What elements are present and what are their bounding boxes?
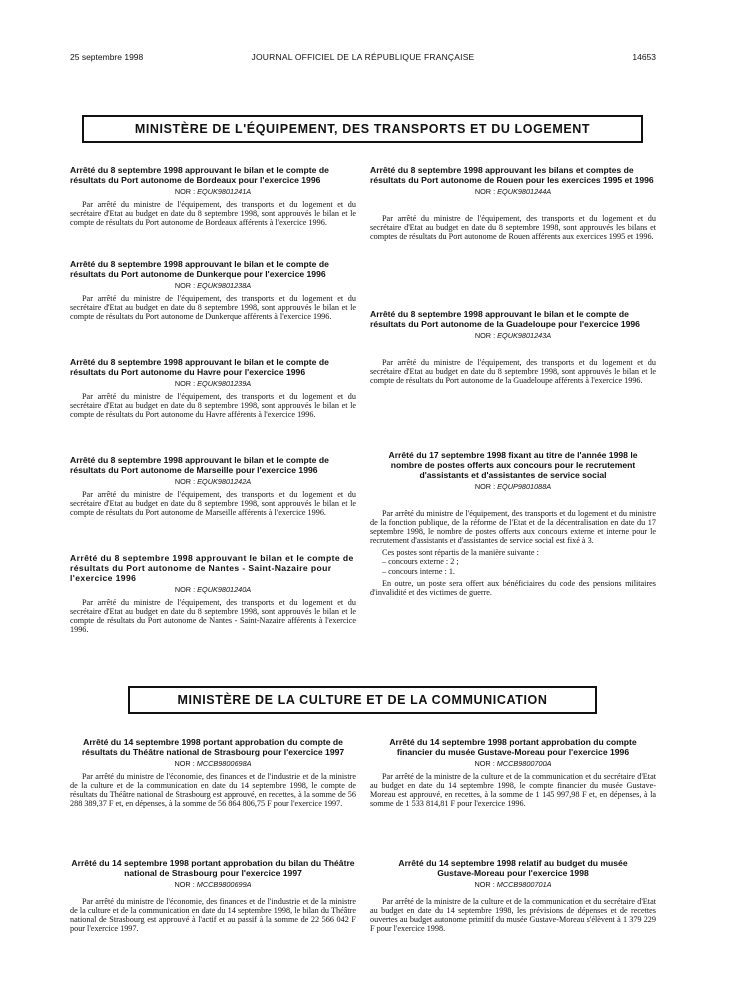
decree-article (370, 165, 656, 309)
decree-title: Arrêté du 8 septembre 1998 approuvant le bilan et le compte de résultats du Port autonome de Dunkerque pour l'exercice 1996 (70, 259, 329, 279)
decree-body: Par arrêté du ministre de l'équipement, des transports et du logement et du secrétaire d'Etat au budget en date du 8 septembre 1998, sont approuvés le bilan et le compte de résultats du Port autonome de Marseille afférents à l'exercice 1996. (70, 490, 356, 518)
decree-title: Arrêté du 8 septembre 1998 approuvant le bilan et le compte de résultats du Port autonome de Bordeaux pour l'exercice 1996 (70, 165, 329, 185)
ministry-heading-culture: MINISTÈRE DE LA CULTURE ET DE LA COMMUNICATION (128, 686, 597, 714)
nor-reference: NOR : EQUK9801243A (474, 331, 552, 340)
nor-reference: NOR : EQUK9801241A (174, 187, 252, 196)
decree-body: Par arrêté du ministre de l'équipement, des transports et du logement et du ministre de la fonction publique, de la réforme de l'Etat et de la décentralisation en date du 17 septembre 1998, le nombre de postes offerts aux concours externe et interne pour le recrutement d'assistants et d'assistantes de service social est fixé à 3. (370, 509, 656, 546)
decree-body: Par arrêté du ministre de l'économie, des finances et de l'industrie et de la ministre de la culture et de la communication en date du 14 septembre 1998, le bilan du Théâtre national de Strasbourg est approuvé à l'actif et au passif à la somme de 22 566 042 F pour l'exercice 1997. (70, 897, 356, 934)
nor-reference: NOR : EQUK9801238A (174, 281, 252, 290)
list-item: – concours interne : 1. (382, 566, 455, 576)
decree-title: Arrêté du 17 septembre 1998 fixant au titre de l'année 1998 le nombre de postes offerts aux concours pour le recrutement d'assistants et d'assistantes de service social (388, 450, 638, 480)
decree-body: Par arrêté du ministre de l'équipement, des transports et du logement et du secrétaire d'Etat au budget en date du 8 septembre 1998, sont approuvés le bilan et le compte de résultats du Port autonome de la Guadeloupe afférents à l'exercice 1996. (370, 358, 656, 386)
decree-article (370, 309, 656, 450)
section1-right-column (370, 165, 656, 597)
decree-title: Arrêté du 14 septembre 1998 portant approbation du compte de résultats du Théâtre national de Strasbourg pour l'exercice 1997 (81, 737, 345, 757)
decree-title: Arrêté du 8 septembre 1998 approuvant le bilan et le compte de résultats du Port autonome de la Guadeloupe pour l'exercice 1996 (370, 309, 640, 329)
header-journal-title: JOURNAL OFFICIEL DE LA RÉPUBLIQUE FRANÇAISE (251, 52, 475, 62)
nor-reference: NOR : EQUP9801088A (474, 482, 552, 491)
decree-title: Arrêté du 8 septembre 1998 approuvant le bilan et le compte de résultats du Port autonome de Marseille pour l'exercice 1996 (70, 455, 329, 475)
decree-body: Par arrêté de la ministre de la culture et de la communication et du secrétaire d'Etat au budget en date du 14 septembre 1998, le compte financier du musée Gustave-Moreau est approuvé, en recettes, à la somme de 1 145 997,98 F et, en dépenses, à la somme de 1 533 814,81 F pour l'exercice 1996. (370, 772, 656, 809)
section2-right-column (370, 737, 656, 933)
decree-article (70, 357, 356, 455)
nor-reference: NOR : MCCB9800698A (174, 759, 252, 768)
section1-left-column (70, 165, 356, 634)
nor-reference: NOR : MCCB9800700A (474, 759, 552, 768)
decree-article (70, 455, 356, 553)
decree-title: Arrêté du 14 septembre 1998 relatif au budget du musée Gustave-Moreau pour l'exercice 1998 (398, 858, 628, 878)
decree-article (370, 737, 656, 858)
nor-reference: NOR : EQUK9801242A (174, 477, 252, 486)
nor-reference: NOR : MCCB9800699A (174, 880, 252, 889)
header-page-number: 14653 (632, 52, 656, 62)
list-item: – concours externe : 2 ; (382, 557, 459, 567)
decree-extra: En outre, un poste sera offert aux bénéficiaires du code des pensions militaires d'invalidité et des victimes de guerre. (370, 578, 656, 597)
decree-title: Arrêté du 8 septembre 1998 approuvant le bilan et le compte de résultats du Port autonome du Havre pour l'exercice 1996 (70, 357, 329, 377)
decree-article (70, 259, 356, 357)
decree-title: Arrêté du 14 septembre 1998 portant approbation du bilan du Théâtre national de Strasbourg pour l'exercice 1997 (71, 858, 355, 878)
nor-reference: NOR : EQUK9801244A (474, 187, 552, 196)
decree-title: Arrêté du 14 septembre 1998 portant approbation du compte financier du musée Gustave-Moreau pour l'exercice 1996 (389, 737, 637, 757)
decree-article (370, 450, 656, 597)
page-header (70, 52, 656, 66)
section2-left-column (70, 737, 356, 933)
decree-title: Arrêté du 8 septembre 1998 approuvant le bilan et le compte de résultats du Port autonome de Nantes - Saint-Nazaire pour l'exercice 1996 (70, 553, 354, 583)
decree-article (70, 858, 356, 933)
decree-article (70, 553, 356, 634)
decree-intro: Ces postes sont répartis de la manière suivante : (382, 548, 539, 558)
decree-body: Par arrêté du ministre de l'équipement, des transports et du logement et du secrétaire d'Etat au budget en date du 8 septembre 1998, sont approuvés le bilan et le compte de résultats du Port autonome de Bordeaux afférents à l'exercice 1996. (70, 200, 356, 228)
decree-body: Par arrêté du ministre de l'équipement, des transports et du logement et du secrétaire d'Etat au budget en date du 8 septembre 1998, sont approuvés les bilans et comptes de résultats du Port autonome de Rouen afférents aux exercices 1995 et 1996. (370, 214, 656, 242)
decree-body: Par arrêté du ministre de l'équipement, des transports et du logement et du secrétaire d'Etat au budget en date du 8 septembre 1998, sont approuvés le bilan et le compte de résultats du Port autonome de Nantes - Saint-Nazaire afférents à l'exercice 1996. (70, 598, 356, 635)
decree-title: Arrêté du 8 septembre 1998 approuvant les bilans et comptes de résultats du Port autonome de Rouen pour les exercices 1995 et 1996 (370, 165, 654, 185)
decree-article (370, 858, 656, 933)
nor-reference: NOR : EQUK9801240A (174, 585, 252, 594)
decree-article (70, 737, 356, 858)
decree-body: Par arrêté du ministre de l'économie, des finances et de l'industrie et de la ministre de la culture et de la communication en date du 14 septembre 1998, le compte de résultats du Théâtre national de Strasbourg est approuvé, en recettes, à la somme de 56 288 389,37 F et, en dépenses, à la somme de 56 864 806,75 F pour l'exercice 1997. (70, 772, 356, 809)
ministry-heading-equipement: MINISTÈRE DE L'ÉQUIPEMENT, DES TRANSPORTS ET DU LOGEMENT (82, 115, 643, 143)
decree-body: Par arrêté du ministre de l'équipement, des transports et du logement et du secrétaire d'Etat au budget en date du 8 septembre 1998, sont approuvés le bilan et le compte de résultats du Port autonome de Dunkerque afférents à l'exercice 1996. (70, 294, 356, 322)
nor-reference: NOR : EQUK9801239A (174, 379, 252, 388)
decree-article (70, 165, 356, 259)
decree-body: Par arrêté du ministre de l'équipement, des transports et du logement et du secrétaire d'Etat au budget en date du 8 septembre 1998, sont approuvés le bilan et le compte de résultats du Port autonome du Havre afférents à l'exercice 1996. (70, 392, 356, 420)
decree-body: Par arrêté de la ministre de la culture et de la communication et du secrétaire d'Etat au budget en date du 14 septembre 1998, les prévisions de dépenses et de recettes ouvertes au budget autonome primitif du musée Gustave-Moreau s'élèvent à 1 379 229 F pour l'exercice 1998. (370, 897, 656, 934)
nor-reference: NOR : MCCB9800701A (474, 880, 552, 889)
header-date: 25 septembre 1998 (70, 52, 144, 62)
